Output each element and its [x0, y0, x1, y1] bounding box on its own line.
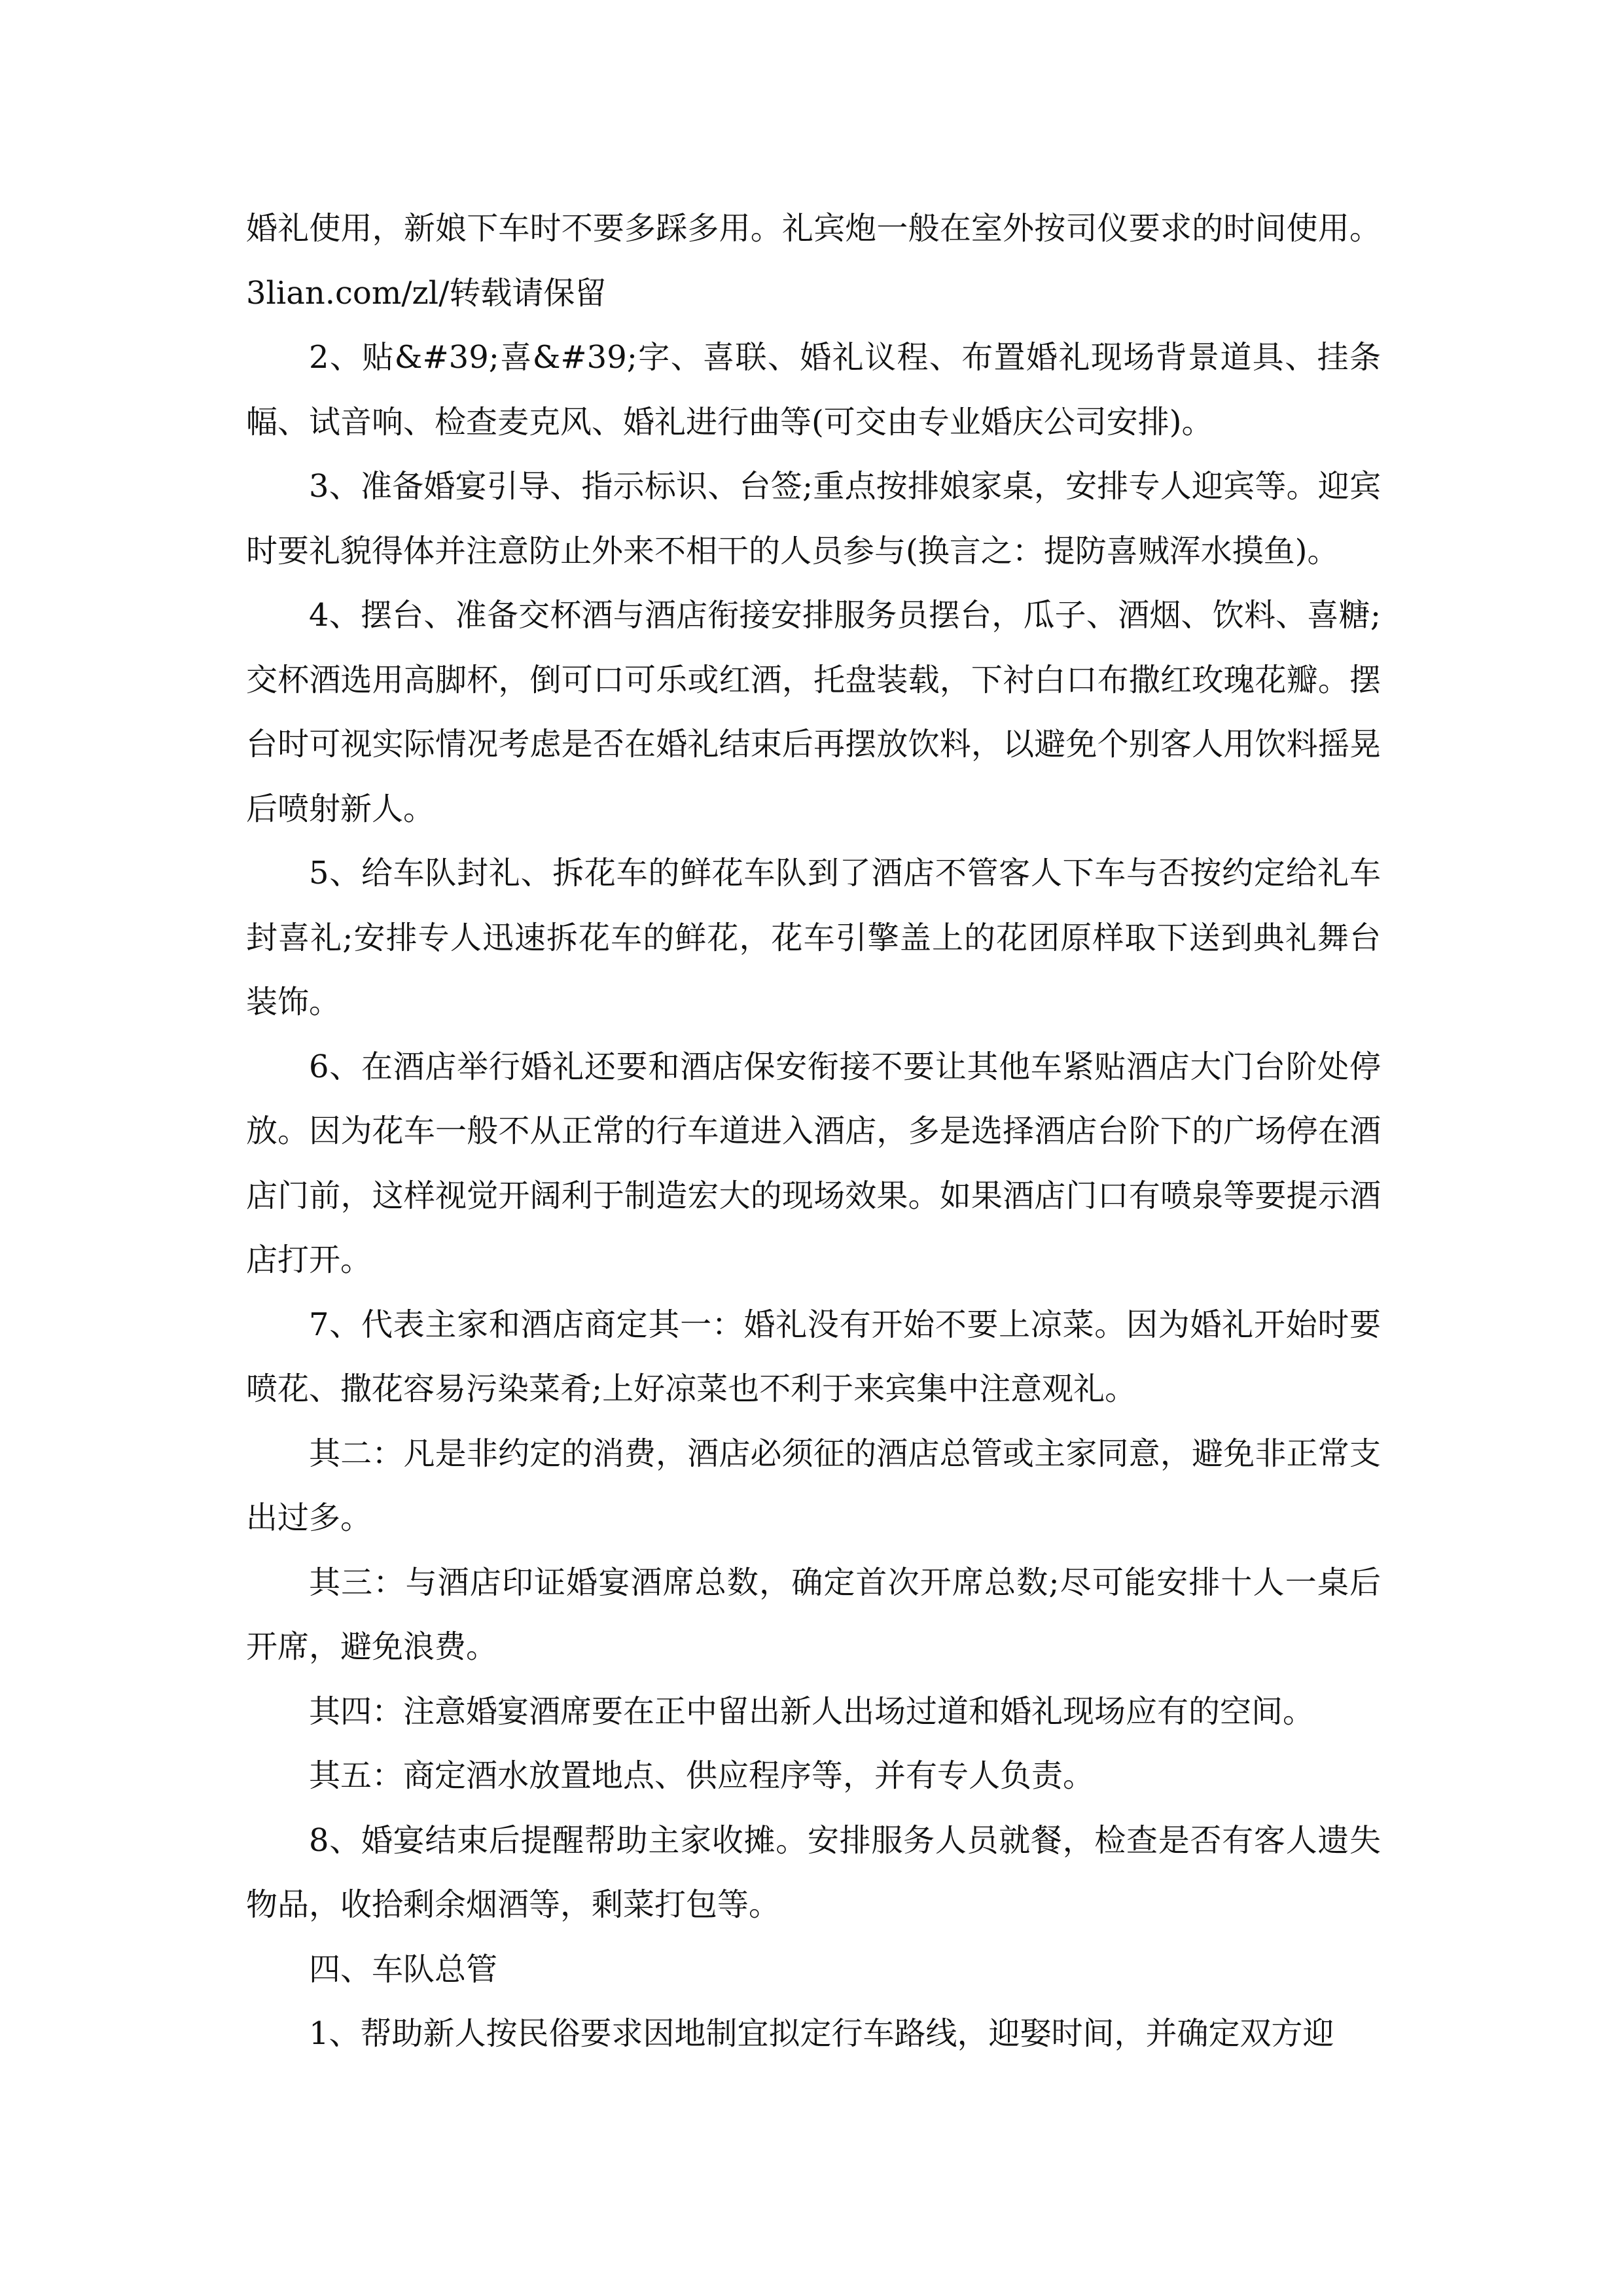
paragraph-4: 4、摆台、准备交杯酒与酒店衔接安排服务员摆台，瓜子、酒烟、饮料、喜糖;交杯酒选用高脚杯，倒可口可乐或红酒，托盘装载，下衬白口布撒红玫瑰花瓣。摆台时可视实际情况考虑是否在婚礼结束后再摆放饮料，以避免个别客人用饮料摇晃后喷射新人。	[246, 597, 1381, 827]
paragraph-3: 3、准备婚宴引导、指示标识、台签;重点按排娘家桌，安排专人迎宾等。迎宾时要礼貌得体并注意防止外来不相干的人员参与(换言之：提防喜贼浑水摸鱼)。	[246, 468, 1381, 569]
paragraph-12: 8、婚宴结束后提醒帮助主家收摊。安排服务人员就餐，检查是否有客人遗失物品，收拾剩余烟酒等，剩菜打包等。	[246, 1821, 1381, 1923]
paragraph-14: 1、帮助新人按民俗要求因地制宜拟定行车路线，迎娶时间，并确定双方迎	[309, 2015, 1334, 2052]
paragraph-5: 5、给车队封礼、拆花车的鲜花车队到了酒店不管客人下车与否按约定给礼车封喜礼;安排专人迅速拆花车的鲜花，花车引擎盖上的花团原样取下送到典礼舞台装饰。	[246, 855, 1381, 1020]
document-body	[246, 196, 1381, 2066]
paragraph-7: 7、代表主家和酒店商定其一：婚礼没有开始不要上凉菜。因为婚礼开始时要喷花、撒花容易污染菜肴;上好凉菜也不利于来宾集中注意观礼。	[246, 1306, 1381, 1407]
paragraph-2: 2、贴&#39;喜&#39;字、喜联、婚礼议程、布置婚礼现场背景道具、挂条幅、试音响、检查麦克风、婚礼进行曲等(可交由专业婚庆公司安排)。	[246, 339, 1381, 440]
paragraph-6: 6、在酒店举行婚礼还要和酒店保安衔接不要让其他车紧贴酒店大门台阶处停放。因为花车一般不从正常的行车道进入酒店，多是选择酒店台阶下的广场停在酒店门前，这样视觉开阔利于制造宏大的现场效果。如果酒店门口有喷泉等要提示酒店打开。	[246, 1048, 1381, 1278]
paragraph-8: 其二：凡是非约定的消费，酒店必须征的酒店总管或主家同意，避免非正常支出过多。	[246, 1435, 1381, 1536]
paragraph-11: 其五：商定酒水放置地点、供应程序等，并有专人负责。	[309, 1757, 1095, 1794]
paragraph-9: 其三：与酒店印证婚宴酒席总数，确定首次开席总数;尽可能安排十人一桌后开席，避免浪费。	[246, 1564, 1381, 1665]
paragraph-1: 婚礼使用，新娘下车时不要多踩多用。礼宾炮一般在室外按司仪要求的时间使用。 3lian.com/zl/转载请保留	[246, 210, 1381, 312]
section-heading: 四、车队总管	[309, 1950, 498, 1988]
paragraph-10: 其四：注意婚宴酒席要在正中留出新人出场过道和婚礼现场应有的空间。	[309, 1693, 1315, 1730]
